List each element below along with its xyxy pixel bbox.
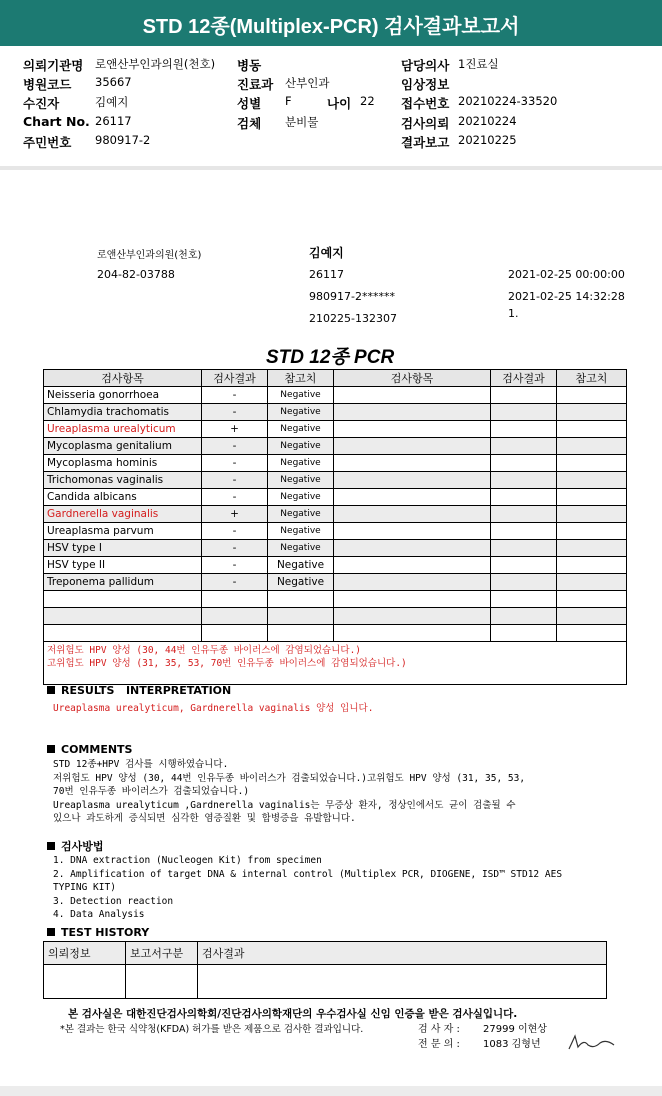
- method-line: 4. Data Analysis: [53, 909, 145, 920]
- test-name: Mycoplasma hominis: [44, 455, 202, 472]
- clinical-info-label: 임상정보: [401, 77, 450, 92]
- test-reference: Negative: [268, 540, 334, 557]
- test-reference: Negative: [268, 455, 334, 472]
- lab-date-2: 2021-02-25 14:32:28: [508, 290, 625, 303]
- idno-value: 980917-2: [95, 133, 151, 147]
- test-result: -: [202, 523, 268, 540]
- specialist-value: 1083 김형년: [483, 1039, 541, 1050]
- col-header-item-left: 검사항목: [44, 370, 202, 387]
- info-row-1: [0, 56, 662, 74]
- table-row: [44, 438, 627, 455]
- kfda-note: *본 결과는 한국 식약청(KFDA) 허가를 받은 제품으로 검사한 결과입니다.: [60, 1024, 364, 1035]
- tester-label: 검 사 자 :: [418, 1024, 460, 1035]
- table-row: [44, 472, 627, 489]
- specialist-label: 전 문 의 :: [418, 1039, 460, 1050]
- chart-label: Chart No.: [23, 114, 90, 129]
- test-result: -: [202, 557, 268, 574]
- receipt-label: 접수번호: [401, 96, 450, 111]
- lab-receipt-number: 210225-132307: [309, 312, 397, 325]
- test-reference: Negative: [268, 574, 334, 591]
- test-reference: Negative: [268, 404, 334, 421]
- bottom-bar: [0, 1086, 662, 1096]
- results-table: [43, 369, 627, 685]
- test-name: Treponema pallidum: [44, 574, 202, 591]
- report-value: 20210225: [458, 133, 517, 147]
- specimen-value: 분비물: [285, 115, 319, 129]
- lab-clinic-name: 로앤산부인과의원(천호): [97, 250, 202, 261]
- test-reference: Negative: [268, 438, 334, 455]
- results-header-row: [44, 370, 627, 387]
- idno-label: 주민번호: [23, 135, 72, 150]
- request-label: 검사의뢰: [401, 116, 450, 131]
- lab-sequence: 1.: [508, 307, 519, 320]
- code-label: 병원코드: [23, 77, 72, 92]
- results-heading: RESULTS INTERPRETATION: [47, 684, 231, 697]
- table-row: [44, 557, 627, 574]
- patient-info-block: [0, 52, 662, 166]
- square-bullet-icon: [47, 928, 55, 936]
- dept-label: 진료과: [237, 77, 274, 92]
- test-result: -: [202, 540, 268, 557]
- section-divider: [0, 166, 662, 170]
- comment-line: STD 12종+HPV 검사를 시행하였습니다.: [53, 759, 229, 770]
- test-reference: Negative: [268, 472, 334, 489]
- test-result: -: [202, 404, 268, 421]
- lab-business-number: 204-82-03788: [97, 268, 175, 281]
- test-result: +: [202, 421, 268, 438]
- info-row-3: [0, 94, 662, 112]
- empty-row: [44, 625, 627, 642]
- test-result: -: [202, 472, 268, 489]
- report-title: STD 12종(Multiplex-PCR) 검사결과보고서: [0, 0, 662, 46]
- info-row-4: [0, 114, 662, 132]
- chart-value: 26117: [95, 114, 132, 128]
- test-name: Chlamydia trachomatis: [44, 404, 202, 421]
- test-history-table: [43, 941, 607, 999]
- doctor-label: 담당의사: [401, 58, 450, 73]
- test-result: +: [202, 506, 268, 523]
- comment-line: 70번 인유두종 바이러스가 검출되었습니다.): [53, 786, 250, 797]
- square-bullet-icon: [47, 842, 55, 850]
- test-result: -: [202, 387, 268, 404]
- history-col-result: 검사결과: [198, 942, 607, 965]
- square-bullet-icon: [47, 745, 55, 753]
- col-header-item-right: 검사항목: [334, 370, 491, 387]
- test-name: Mycoplasma genitalium: [44, 438, 202, 455]
- history-header-row: [44, 942, 607, 965]
- lab-chart-number: 26117: [309, 268, 344, 281]
- table-row: [44, 540, 627, 557]
- col-header-result-left: 검사결과: [202, 370, 268, 387]
- empty-row: [44, 591, 627, 608]
- test-result: -: [202, 455, 268, 472]
- test-reference: Negative: [268, 506, 334, 523]
- certification-note: 본 검사실은 대한진단검사의학회/진단검사의학재단의 우수검사실 신임 인증을 받은 검사실입니다.: [68, 1008, 518, 1020]
- signature-icon: [566, 1033, 618, 1053]
- test-reference: Negative: [268, 489, 334, 506]
- test-reference: Negative: [268, 523, 334, 540]
- receipt-value: 20210224-33520: [458, 94, 558, 108]
- table-row: [44, 455, 627, 472]
- report-label: 결과보고: [401, 135, 450, 150]
- test-name: HSV type II: [44, 557, 202, 574]
- square-bullet-icon: [47, 686, 55, 694]
- test-name-positive: Ureaplasma urealyticum: [44, 421, 202, 438]
- comments-heading: COMMENTS: [47, 743, 132, 756]
- test-name: Candida albicans: [44, 489, 202, 506]
- table-row: [44, 506, 627, 523]
- method-line: 1. DNA extraction (Nucleogen Kit) from specimen: [53, 855, 322, 866]
- clinic-value: 로앤산부인과의원(천호): [95, 57, 216, 71]
- info-row-2: [0, 75, 662, 93]
- test-name: Neisseria gonorrhoea: [44, 387, 202, 404]
- lab-id-number: 980917-2******: [309, 290, 395, 303]
- hpv-note-row: [44, 642, 627, 685]
- code-value: 35667: [95, 75, 132, 89]
- comment-line: 있으나 과도하게 증식되면 심각한 염증질환 및 합병증을 유발합니다.: [53, 813, 356, 824]
- method-line: 2. Amplification of target DNA & internal control (Multiplex PCR, DIOGENE, ISD™ STD12 AES: [53, 868, 563, 880]
- test-name: Ureaplasma parvum: [44, 523, 202, 540]
- info-row-5: [0, 133, 662, 151]
- hpv-note-low-risk: 저위험도 HPV 양성 (30, 44번 인유두종 바이러스에 감염되었습니다.): [47, 645, 362, 656]
- table-row: [44, 523, 627, 540]
- pcr-title: STD 12종 PCR: [266, 347, 395, 368]
- table-row: [44, 421, 627, 438]
- col-header-result-right: 검사결과: [491, 370, 557, 387]
- history-col-request: 의뢰정보: [44, 942, 126, 965]
- test-name: HSV type I: [44, 540, 202, 557]
- method-text: [53, 854, 562, 922]
- method-heading: 검사방법: [47, 838, 104, 854]
- empty-row: [44, 608, 627, 625]
- age-value: 22: [360, 94, 375, 108]
- col-header-ref-right: 참고치: [557, 370, 627, 387]
- lab-date-1: 2021-02-25 00:00:00: [508, 268, 625, 281]
- ward-label: 병동: [237, 58, 262, 73]
- doctor-value: 1진료실: [458, 57, 499, 71]
- test-reference: Negative: [268, 421, 334, 438]
- history-heading: TEST HISTORY: [47, 926, 149, 939]
- test-name-positive: Gardnerella vaginalis: [44, 506, 202, 523]
- test-name: Trichomonas vaginalis: [44, 472, 202, 489]
- hpv-note-high-risk: 고위험도 HPV 양성 (31, 35, 53, 70번 인유두종 바이러스에 감염되었습니다.): [47, 658, 407, 669]
- sex-label: 성별: [237, 96, 262, 111]
- method-line: TYPING KIT): [53, 882, 116, 893]
- history-empty-row: [44, 965, 607, 999]
- table-row: [44, 574, 627, 591]
- comments-text: [53, 758, 525, 826]
- test-reference: Negative: [268, 387, 334, 404]
- method-line: 3. Detection reaction: [53, 895, 174, 907]
- test-result: -: [202, 489, 268, 506]
- table-row: [44, 489, 627, 506]
- lab-patient-name: 김예지: [309, 246, 344, 260]
- test-reference: Negative: [268, 557, 334, 574]
- tester-value: 27999 이현상: [483, 1024, 547, 1035]
- specimen-label: 검체: [237, 116, 262, 131]
- patient-value: 김예지: [95, 95, 129, 109]
- col-header-ref-left: 참고치: [268, 370, 334, 387]
- request-value: 20210224: [458, 114, 517, 128]
- sex-value: F: [285, 94, 292, 108]
- test-result: -: [202, 438, 268, 455]
- table-row: [44, 387, 627, 404]
- age-label: 나이: [327, 96, 352, 111]
- dept-value: 산부인과: [285, 76, 330, 90]
- comment-line: Ureaplasma urealyticum ,Gardnerella vaginalis는 무증상 환자, 정상인에서도 균이 검출될 수: [53, 799, 516, 811]
- test-result: -: [202, 574, 268, 591]
- results-interpretation: Ureaplasma urealyticum, Gardnerella vaginalis 양성 입니다.: [53, 703, 374, 714]
- patient-label: 수진자: [23, 96, 60, 111]
- comment-line: 저위험도 HPV 양성 (30, 44번 인유두종 바이러스가 검출되었습니다.)고위험도 HPV 양성 (31, 35, 53,: [53, 772, 526, 784]
- clinic-label: 의뢰기관명: [23, 58, 84, 73]
- history-col-report-type: 보고서구분: [126, 942, 198, 965]
- table-row: [44, 404, 627, 421]
